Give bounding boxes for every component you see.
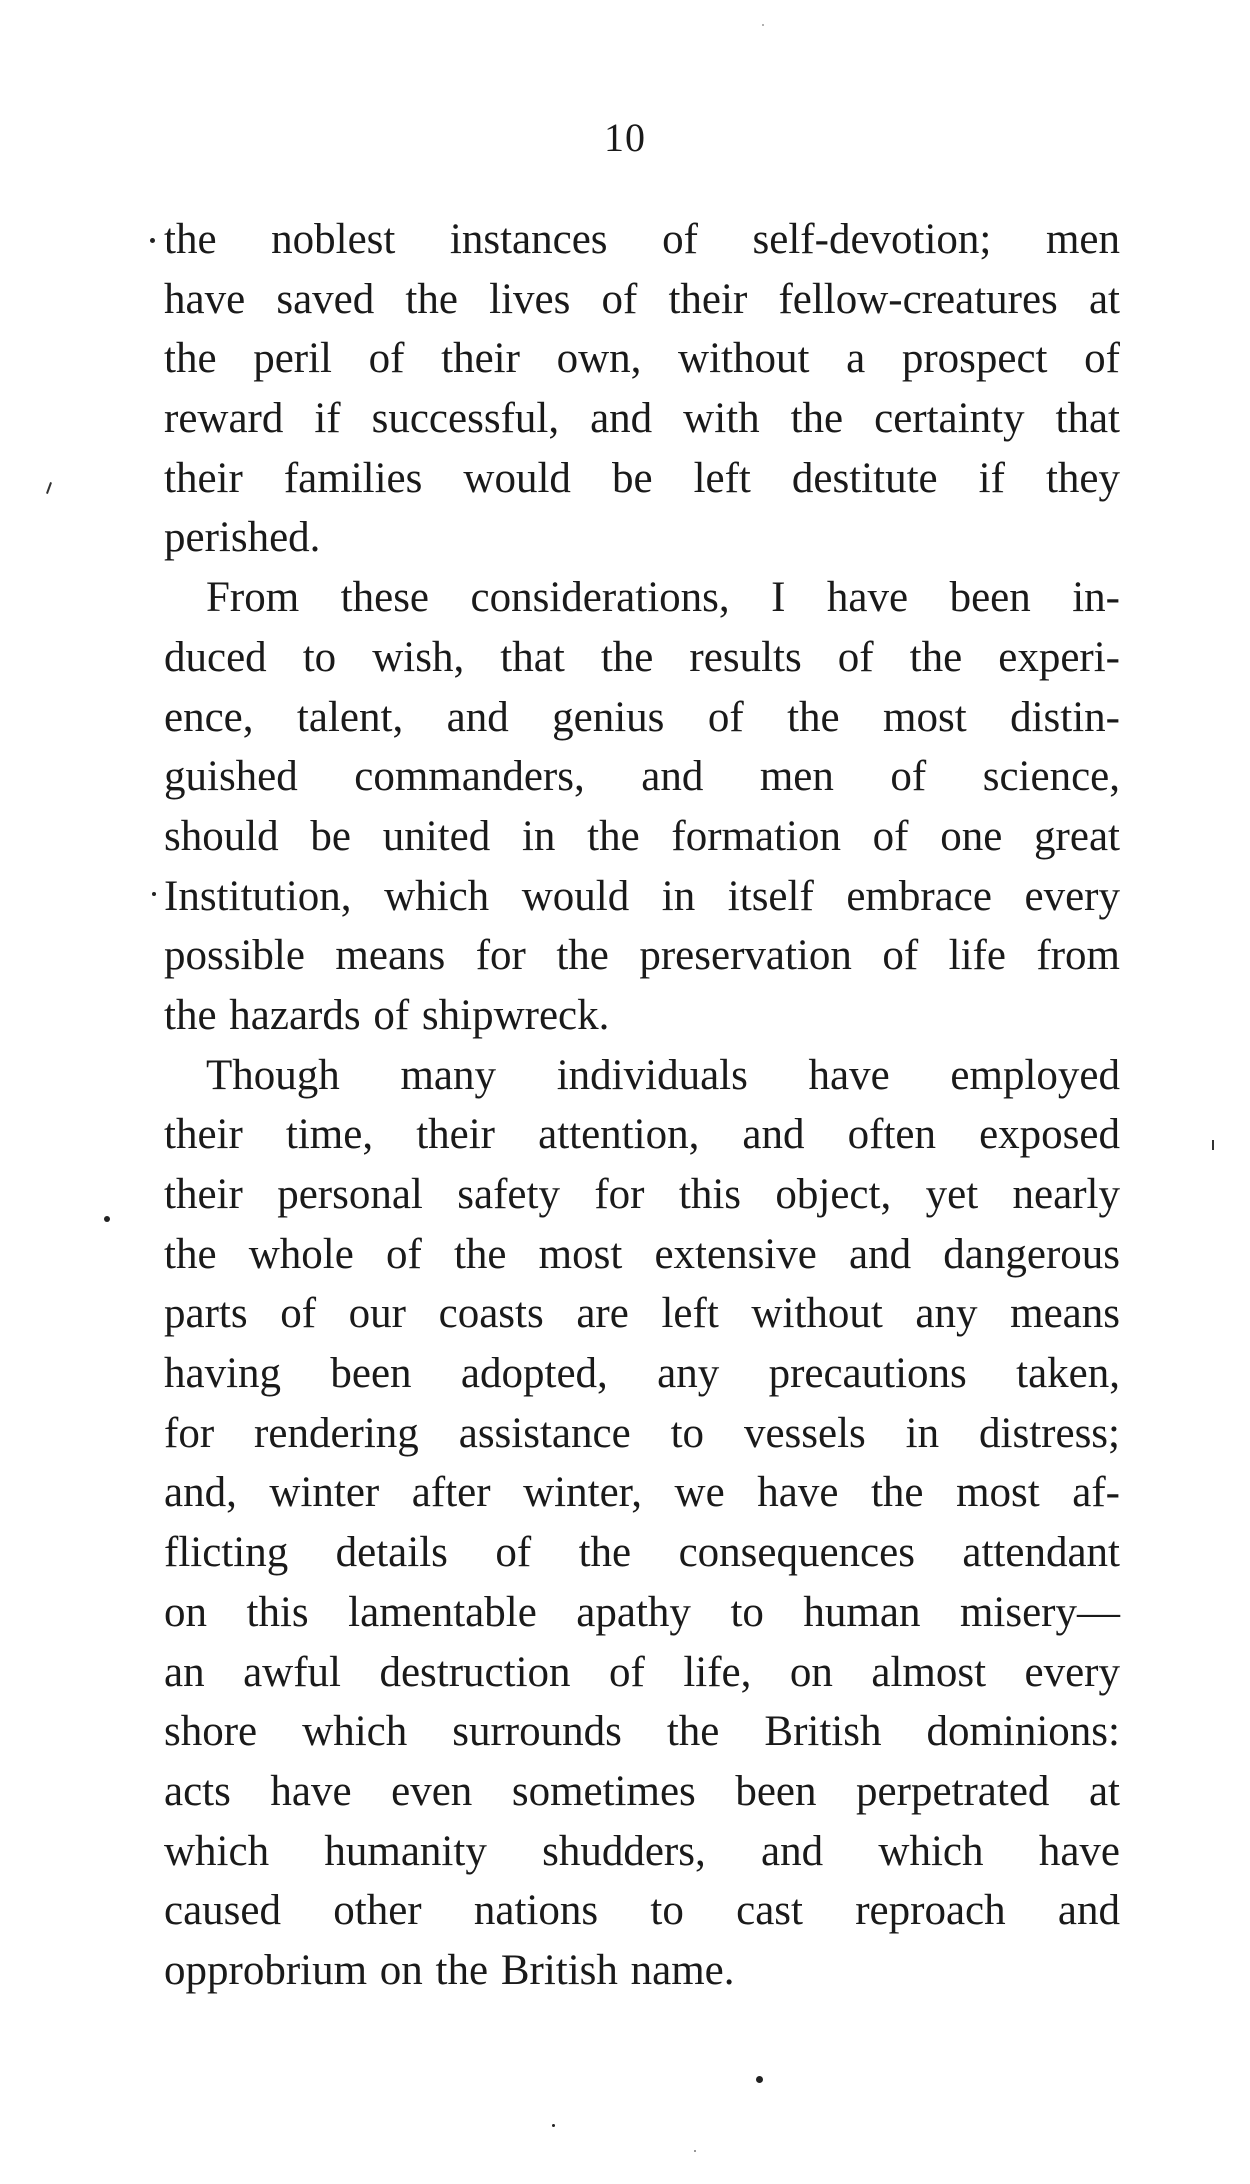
scan-speck <box>762 24 764 26</box>
paragraph-1 <box>164 210 1120 568</box>
text-line: ence, talent, and genius of the most distin- <box>164 693 1120 741</box>
scan-speck <box>104 1216 110 1222</box>
text-line: for rendering assistance to vessels in distress; <box>164 1409 1120 1457</box>
text-line: the noblest instances of self-devotion; men <box>164 216 1120 263</box>
scan-speck <box>694 2150 696 2152</box>
scan-speck <box>552 2124 555 2127</box>
text-line: the hazards of shipwreck. <box>164 991 610 1039</box>
text-line: duced to wish, that the results of the experi- <box>164 633 1120 681</box>
paragraph-3 <box>164 1046 1120 2001</box>
text-line: perished. <box>164 514 321 562</box>
text-line: having been adopted, any precautions taken, <box>164 1350 1120 1398</box>
text-line: Though many individuals have employed <box>206 1051 1120 1099</box>
text-line: From these considerations, I have been in- <box>206 574 1120 622</box>
scan-speck <box>1212 1140 1214 1150</box>
text-line: reward if successful, and with the certainty that <box>164 395 1120 443</box>
text-line: flicting details of the consequences attendant <box>164 1529 1120 1577</box>
scan-speck <box>756 2076 763 2083</box>
scan-speck <box>46 482 52 494</box>
text-line: guished commanders, and men of science, <box>164 753 1120 801</box>
scan-speck <box>152 892 156 896</box>
text-line: their personal safety for this object, yet nearly <box>164 1171 1120 1218</box>
text-line: which humanity shudders, and which have <box>164 1827 1120 1875</box>
text-line: an awful destruction of life, on almost every <box>164 1648 1120 1696</box>
text-line: their time, their attention, and often exposed <box>164 1111 1120 1159</box>
text-line: should be united in the formation of one great <box>164 812 1120 860</box>
text-line: parts of our coasts are left without any means <box>164 1290 1120 1338</box>
text-line: possible means for the preservation of life from <box>164 932 1120 980</box>
text-line: and, winter after winter, we have the most af- <box>164 1469 1120 1517</box>
text-line: shore which surrounds the British dominions: <box>164 1708 1120 1756</box>
text-line: Institution, which would in itself embrace every <box>164 872 1120 920</box>
text-line: acts have even sometimes been perpetrated at <box>164 1767 1120 1815</box>
text-line: their families would be left destitute if they <box>164 454 1120 502</box>
text-line: opprobrium on the British name. <box>164 1946 735 1994</box>
text-line: on this lamentable apathy to human misery— <box>164 1588 1120 1636</box>
text-line: have saved the lives of their fellow-creatures at <box>164 275 1120 323</box>
scan-speck <box>150 238 155 243</box>
body-text <box>164 210 1120 2001</box>
text-line: caused other nations to cast reproach and <box>164 1887 1120 1935</box>
paragraph-2 <box>164 568 1120 1046</box>
page-number: 10 <box>604 115 646 160</box>
text-line: the peril of their own, without a prospect of <box>164 335 1120 383</box>
text-line: the whole of the most extensive and dangerous <box>164 1230 1120 1278</box>
